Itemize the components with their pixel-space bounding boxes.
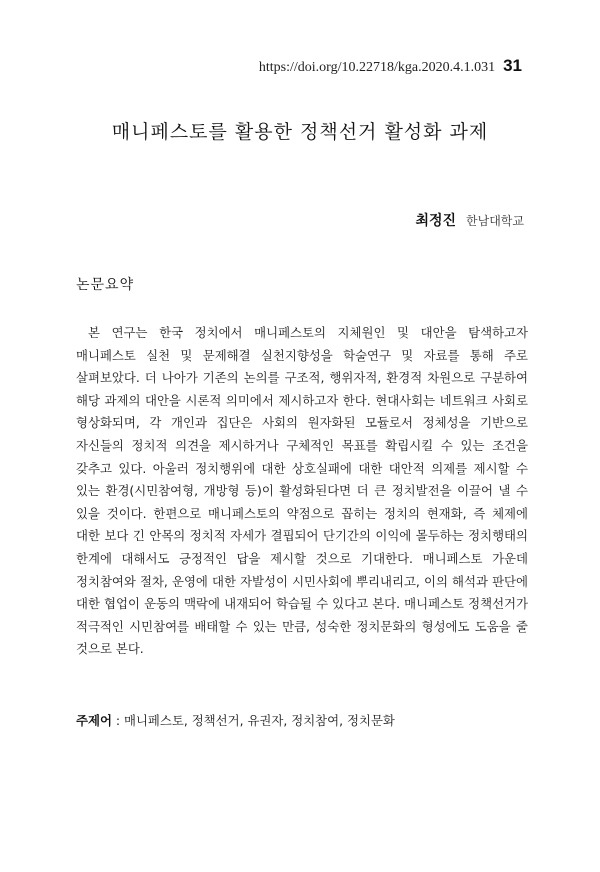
author-line	[415, 210, 524, 230]
doi-link[interactable]: https://doi.org/10.22718/kga.2020.4.1.031	[258, 60, 496, 75]
running-header	[259, 56, 522, 76]
abstract-body: 본 연구는 한국 정치에서 매니페스토의 지체원인 및 대안을 탐색하고자 매니페스토 실천 및 문제해결 실천지향성을 학술연구 및 자료를 통해 주로 살펴보았다. 더 나아가 기존의 논의를 구조적, 행위자적, 환경적 차원으로 구분하여 해당 과제의 대안을 시론적 의미에서 제시하고자 한다. 현대사회는 네트워크 사회로 형상화되며, 각 개인과 집단은 사회의 원자화된 모듈로서 정체성을 기반으로 자신들의 정치적 의견을 제시하거나 구체적인 목표를 확립시킬 수 있는 조건을 갖추고 있다. 아울러 정치행위에 대한 상호실패에 대한 대안적 의제를 제시할 수 있는 환경(시민참여형, 개방형 등)이 활성화된다면 더 큰 정치발전을 이끌어 낼 수 있을 것이다. 한편으로 매니페스토의 약점으로 꼽히는 정치의 현재화, 즉 체제에 대한 보다 긴 안목의 정치적 자세가 결핍되어 단기간의 이익에 몰두하는 정치행태의 한계에 대해서도 긍정적인 답을 제시할 것으로 기대한다. 매니페스토 가운데 정치참여와 절차, 운영에 대한 자발성이 시민사회에 뿌리내리고, 이의 해석과 판단에 대한 협업이 운동의 맥락에 내재되어 학습될 수 있다고 본다. 매니페스토 정책선거가 적극적인 시민참여를 배태할 수 있는 만큼, 성숙한 정치문화의 형성에도 도움을 줄 것으로 본다.	[76, 325, 528, 657]
author-affiliation: 한남대학교	[466, 214, 524, 228]
author-name: 최정진	[415, 213, 457, 229]
paper-title: 매니페스토를 활용한 정책선거 활성화 과제	[111, 121, 489, 143]
keywords-label: 주제어	[76, 713, 112, 728]
abstract-heading: 논문요약	[76, 277, 135, 293]
page-number: 31	[503, 56, 522, 75]
keywords-list: 매니페스토, 정책선거, 유권자, 정치참여, 정치문화	[123, 713, 395, 728]
keywords-separator: :	[111, 713, 124, 728]
keywords-line	[76, 710, 528, 732]
